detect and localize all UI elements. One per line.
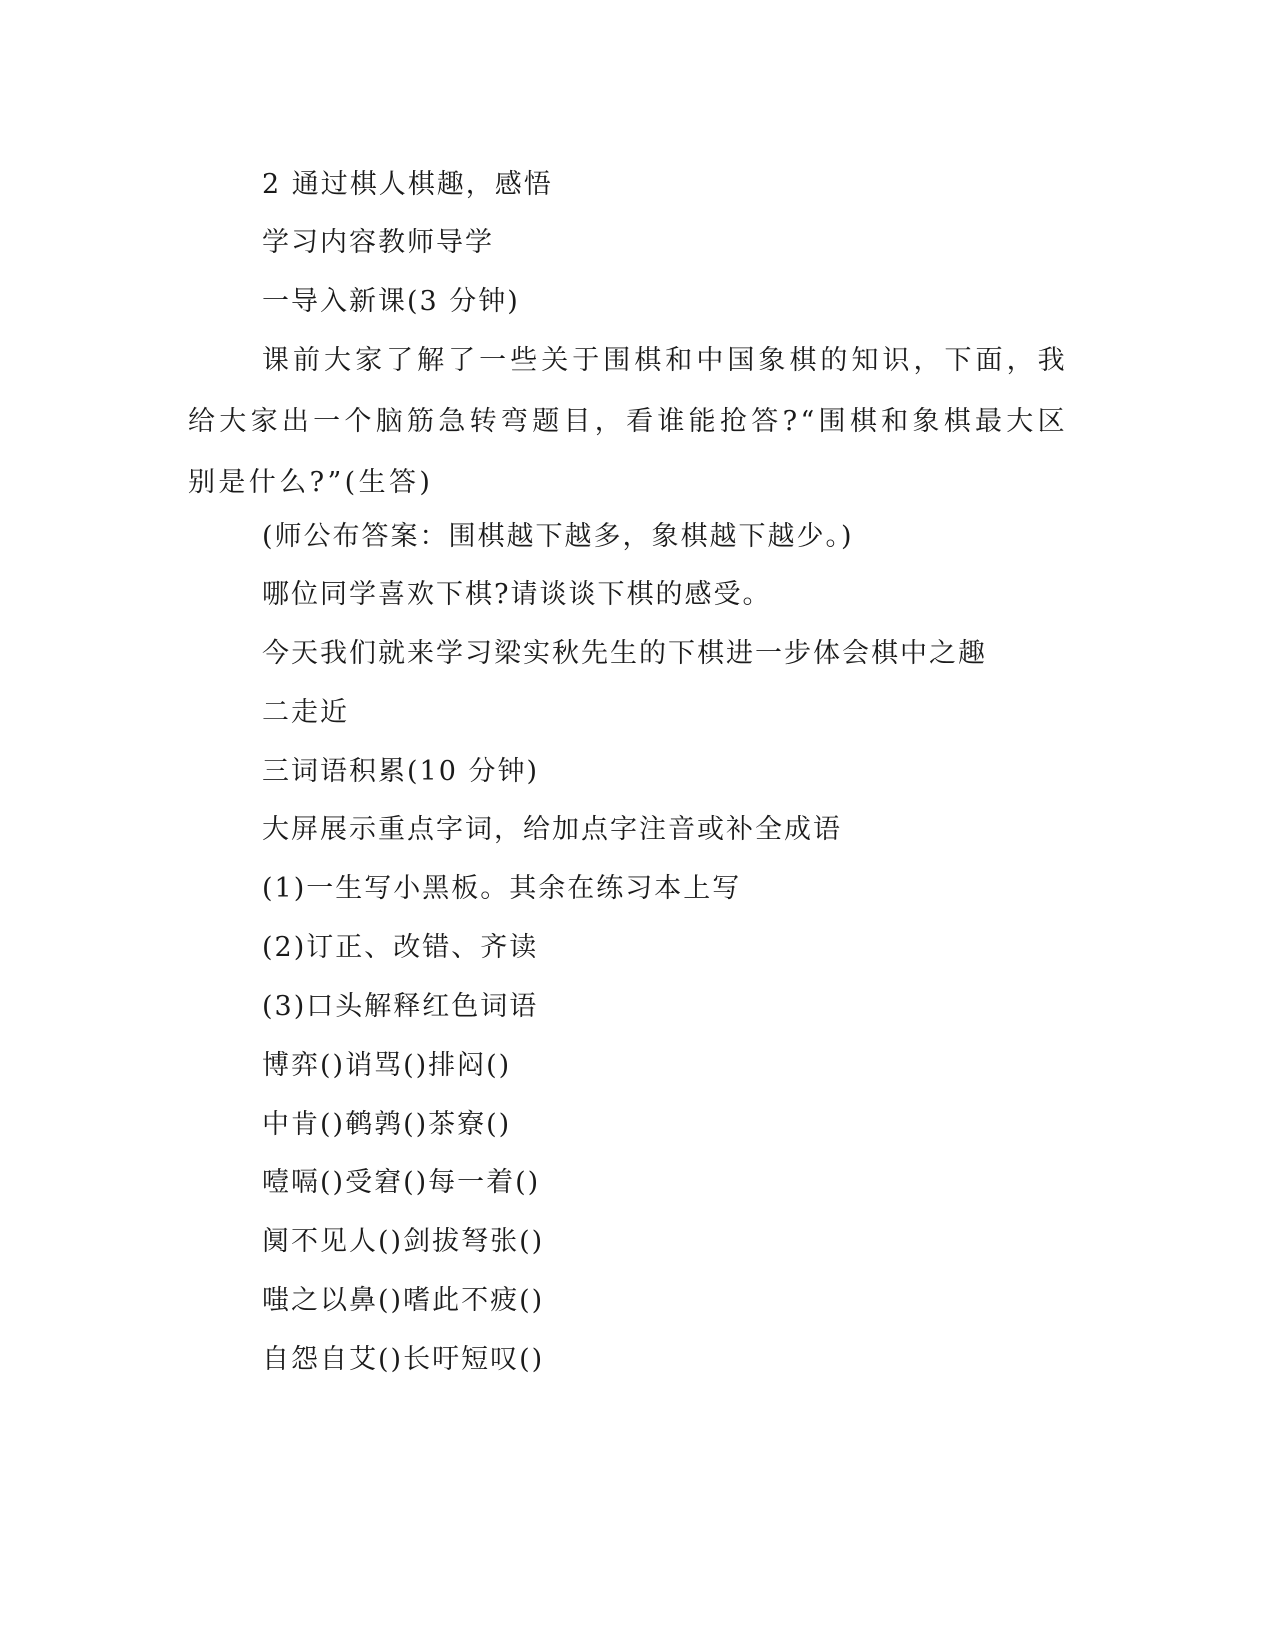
section-heading: 三词语积累(10 分钟) [262, 756, 540, 787]
section-heading: 一导入新课(3 分钟) [262, 286, 520, 317]
objective-line: 2 通过棋人棋趣，感悟 [262, 169, 553, 200]
section-heading: 二走近 [262, 697, 349, 728]
vocabulary-line: 嗤之以鼻()嗜此不疲() [262, 1285, 545, 1316]
vocabulary-line: 自怨自艾()长吁短叹() [262, 1344, 545, 1375]
vocabulary-line: 噎嗝()受窘()每一着() [262, 1167, 541, 1198]
vocabulary-line: 博弈()诮骂()排闷() [262, 1050, 512, 1081]
intro-paragraph: 课前大家了解了一些关于围棋和中国象棋的知识，下面，我给大家出一个脑筋急转弯题目，看谁能抢答?“围棋和象棋最大区别是什么?”(生答) [188, 345, 1068, 498]
section-heading: 学习内容教师导学 [262, 227, 494, 258]
text-line: 今天我们就来学习梁实秋先生的下棋进一步体会棋中之趣 [262, 638, 987, 669]
vocabulary-line: 阒不见人()剑拔弩张() [262, 1226, 545, 1257]
list-item: (3)口头解释红色词语 [262, 991, 539, 1022]
vocabulary-line: 中肯()鹌鹑()茶寮() [262, 1109, 512, 1140]
text-line: 哪位同学喜欢下棋?请谈谈下棋的感受。 [262, 579, 772, 610]
text-line: (师公布答案：围棋越下越多，象棋越下越少。) [262, 521, 854, 552]
list-item: (2)订正、改错、齐读 [262, 932, 539, 963]
list-item: (1)一生写小黑板。其余在练习本上写 [262, 873, 742, 904]
text-line: 大屏展示重点字词，给加点字注音或补全成语 [262, 814, 842, 845]
